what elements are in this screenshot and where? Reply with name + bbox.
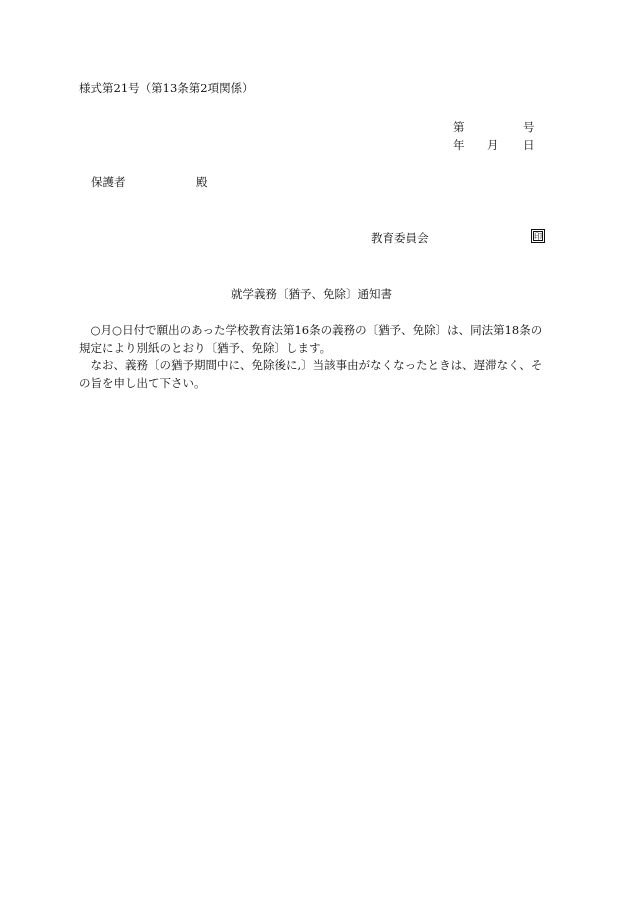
recipient-title: 保護者: [91, 175, 126, 189]
date-year-label: 年: [453, 138, 465, 152]
date-month-label: 月: [487, 138, 499, 152]
recipient-honorific: 殿: [196, 175, 208, 189]
form-number: 様式第21号（第13条第2項関係）: [79, 81, 254, 95]
body-paragraph-2: なお、義務〔の猶予期間中に、免除後に,〕当該事由がなくなったときは、遅滞なく、その旨を申し出て下さい。: [79, 358, 543, 390]
seal-stamp: [531, 229, 545, 243]
seal-mark: 印: [534, 232, 542, 241]
issuer-name: 教育委員会: [371, 231, 429, 245]
body-paragraph-1: ○月○日付で願出のあった学校教育法第16条の義務の〔猶予、免除〕は、同法第18条の規定により別紙のとおり〔猶予、免除〕します。: [79, 323, 543, 355]
date-day-label: 日: [523, 138, 535, 152]
document-number-label: 第: [453, 120, 465, 134]
document-title: 就学義務〔猶予、免除〕通知書: [231, 287, 392, 301]
document-number-suffix: 号: [523, 120, 535, 134]
document-body: [79, 322, 549, 392]
